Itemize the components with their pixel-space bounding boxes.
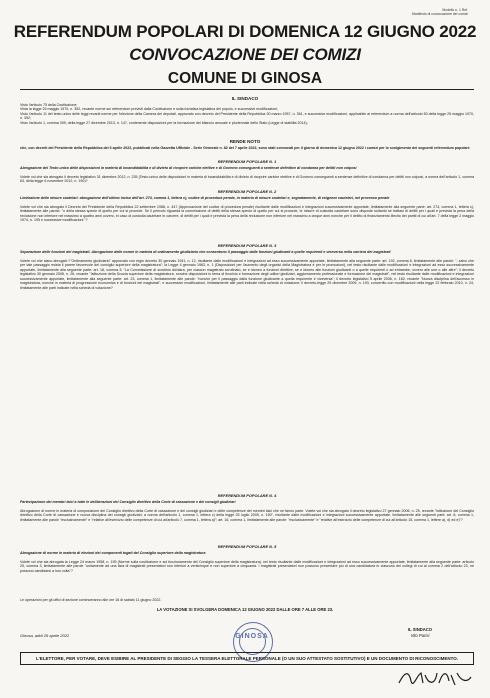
visto-item: Vista la legge 25 maggio 1970, n. 352, recante norme sui referendum previsti dalla Costituzione e sulla iniziativa legislativa del popolo, e successive modificazioni; [20,107,279,112]
mayor-title: IL SINDACO [407,627,433,632]
referendum-4-subtitle: Partecipazione dei membri laici a tutte le deliberazioni del Consiglio direttivo della Corte di cassazione e dei consigli giudiziari [20,500,236,504]
visto-item: Visto l'articolo 1, comma 399, della legge 27 dicembre 2013, n. 147, contenente disposizioni per la formazione del bilancio annuale e pluriennale dello Stato (Legge di stabilita 2014); [20,120,308,125]
visto-block [20,103,474,125]
voting-line: LA VOTAZIONE SI SVOLGERA DOMENICA 12 GIUGNO 2022 DALLE ORE 7 ALLE ORE 23. [156,607,334,612]
footer-notice: L'ELETTORE, PER VOTARE, DEVE ESIBIRE AL PRESIDENTE DI SEGGIO LA TESSERA ELETTORALE PERSONALE (O UN SUO ATTESTATO SOSTITUTIVO) E UN DOCUMENTO DI RICONOSCIMENTO. [20,652,474,665]
divider [20,89,474,90]
rende-noto-text: che, con decreti del Presidente della Repubblica del 6 aprile 2022, pubblicati nella Gazzetta Ufficiale - Serie Generale n. 82 del 7 aprile 2022, sono stati convocati per il giorno di domenica 12 giugno 2022 i comizi per lo svolgimento dei seguenti referendum popolari: [20,146,471,150]
visto-item: Visto l'articolo 75 della Costituzione; [20,103,78,107]
referendum-5-heading: REFERENDUM POPOLARE N. 5 [217,544,277,549]
referendum-4-question: Abrogazione di norme in materia di composizione del Consiglio direttivo della Corte di cassazione e dei consigli giudiziari e delle competenze dei membri laici che ne fanno parte. Volete voi che sia abrogato il decreto legislativo 27 gennaio 2006, n. 25, recante "Istituzione del Consiglio direttivo della Corte di cassazione e nuova disciplina dei consigli giudiziari, a norma dell'articolo 1, comma 1, lettera c) della legge 25 luglio 2005, n. 150", risultante dalle modificazioni e integrazioni successivamente apportate, limitatamente alle seguenti parti: art. 8, comma 1, limitatamente alle parole "esclusivamente" e "relative all'esercizio delle competenze di cui all'articolo 7, comma 1, lettera a)"; art. 16, comma 1, limitatamente alle parole: "esclusivamente" e "relative all'esercizio delle competenze di cui all'articolo 15, comma 1, lettere a), d) ed e)"? [20,509,474,522]
place-date: Ginosa, addì 28 aprile 2022 [20,633,70,638]
model-note-line1: Modello n. 1 Ref. [442,8,468,12]
referendum-1-subtitle: Abrogazione del Testo unico delle disposizioni in materia di incandidabilita e di divieto di ricoprire cariche elettive e di Governo conseguenti a sentenze definitive di condanna per delitti non colposi [20,166,357,170]
referendum-3-heading: REFERENDUM POPOLARE N. 3 [217,243,277,248]
closing-text: Le operazioni per gli uffici di sezione cominceranno alle ore 16 di sabato 11 giugno 2022. [20,598,162,602]
referendum-3-question: Volete voi che siano abrogati: l'"Ordinamento giudiziario" approvato con regio decreto 30 gennaio 1941, n. 12, risultante dalle modificazioni e integrazioni ad esso successivamente apportate, limitatamente alla seguente parte: art. 192, comma 6, limitatamente alle parole: ", salvo che per tale passaggio esista il parere favorevole del consiglio superiore della magistratura"; la Legge 4 gennaio 1963, n. 1 (Disposizioni per l'aumento degli organici della Magistratura e per le promozioni), nel testo risultante dalle modificazioni e integrazioni ad esso successivamente apportate, limitatamente alla seguente parte: art. 18, comma 3: "La Commissione di scrutinio dichiara, per ciascun magistrato scrutinato, se e idoneo a funzioni direttive, se e idoneo alle funzioni giudicanti o a quelle requirenti o ad entrambe, ovvero alle une o alle altre"; il decreto legislativo 30 gennaio 2006, n. 26, recante "Istituzione della Scuola superiore della magistratura, nonche disposizioni in tema di tirocinio e formazione degli uditori giudiziari, aggiornamento professionale e formazione dei magistrati", nel testo risultante dalle modificazioni e integrazioni successivamente apportate, limitatamente alla seguente parte: art. 23, comma 1, limitatamente alle parole: "nonche per il passaggio dalla funzione giudicante a quella requirente e viceversa"; il decreto legislativo 5 aprile 2006, n. 160, recante "Nuova disciplina dell'accesso in magistratura, nonche in materia di progressione economica e di funzioni dei magistrati", e successive modificazioni, limitatamente alle parti indicate nella scheda di votazione; il decreto-legge 29 dicembre 2009, n. 193, convertito con modificazioni nella legge 22 febbraio 2010, n. 24, limitatamente alle parti indicate nella scheda di votazione? [20,259,474,290]
referendum-5-subtitle: Abrogazione di norme in materia di elezioni dei componenti togati del Consiglio superiore della magistratura [20,551,206,555]
mayor-signature [395,665,475,691]
referendum-2-subtitle: Limitazione delle misure cautelari: abrogazione dell'ultimo inciso dell'art. 274, comma 1, lettera c), codice di procedura penale, in materia di misure cautelari e, segnatamente, di esigenze cautelari, nel processo penale [20,196,390,200]
referendum-2-heading: REFERENDUM POPOLARE N. 2 [217,189,277,194]
visto-item: Visto l'articolo 11 del testo unico delle leggi recanti norme per l'elezione della Camera dei deputati, approvato con decreto del Presidente della Repubblica 30 marzo 1957, n. 361, e successive modificazioni, applicabile ai referendum a norma dell'articolo 50 della legge 25 maggio 1970, n. 352; [20,111,474,121]
municipal-stamp-text: GINOSA [235,633,269,640]
referendum-2-question: Volete voi che sia abrogato il Decreto del Presidente della Repubblica 22 settembre 1988, n. 447 (Approvazione del codice di procedura penale) risultante dalle modificazioni e integrazioni successivamente apportate, limitatamente alla seguente parte: art. 274, comma 1, lettera c), limitatamente alle parole: "o della stessa specie di quello per cui si procede. Se il pericolo riguarda la commissione di delitti della stessa specie di quello per cui si procede, le misure di custodia cautelare sono disposte soltanto se trattasi di delitti per i quali e prevista la pena della reclusione non inferiore nel massimo a quattro anni ovvero, in caso di custodia cautelare in carcere, di delitti per i quali e prevista la pena della reclusione non inferiore nel massimo a cinque anni nonche per il delitto di finanziamento illecito dei partiti di cui all'art. 7 della legge 2 maggio 1974, n. 195 e successive modificazioni."? [20,205,474,223]
model-note [358,8,468,17]
referendum-1-question: Volete voi che sia abrogato il decreto legislativo 31 dicembre 2012, n. 235 (Testo unico delle disposizioni in materia di incandidabilita e di divieto di ricoprire cariche elettive e di Governo conseguenti a sentenze definitive di condanna per delitti non colposi, a norma dell'articolo 1, comma 63, della legge 6 novembre 2012, n. 190)? [20,175,474,184]
model-note-line2: Manifesto di convocazione dei comizi [412,12,468,17]
referendum-5-question: Volete voi che sia abrogata la Legge 24 marzo 1958, n. 195 (Norme sulla costituzione e sul funzionamento del Consiglio superiore della magistratura), nel testo risultante dalle modificazioni e integrazioni ad esso successivamente apportate, limitatamente alla seguente parte: articolo 25, comma 3, limitatamente alle parole "unitamente ad una lista di magistrati presentatori non inferiori a venticinque e non superiore a cinquanta. I magistrati presentatori non possono presentare piu di una candidatura in ciascuno dei collegi di cui al comma 2 dell'articolo 23, ne possono candidarsi a loro volta"? [20,560,474,573]
municipality-name: COMUNE DI GINOSA [167,70,323,87]
referendum-3-subtitle: Separazione delle funzioni dei magistrati. Abrogazione delle norme in materia di ordinamento giudiziario che consentono il passaggio dalle funzioni giudicanti a quelle requirenti e viceversa nella carriera dei magistrati [20,250,391,254]
page-subtitle: CONVOCAZIONE DEI COMIZI [129,45,361,64]
il-sindaco-heading: IL SINDACO [231,96,259,101]
mayor-name: Vito Parisi [410,633,430,638]
referendum-4-heading: REFERENDUM POPOLARE N. 4 [217,493,277,498]
rende-noto-heading: RENDE NOTO [229,139,261,144]
page-title: REFERENDUM POPOLARI DI DOMENICA 12 GIUGNO 2022 [13,22,477,41]
referendum-1-heading: REFERENDUM POPOLARE N. 1 [217,159,277,164]
